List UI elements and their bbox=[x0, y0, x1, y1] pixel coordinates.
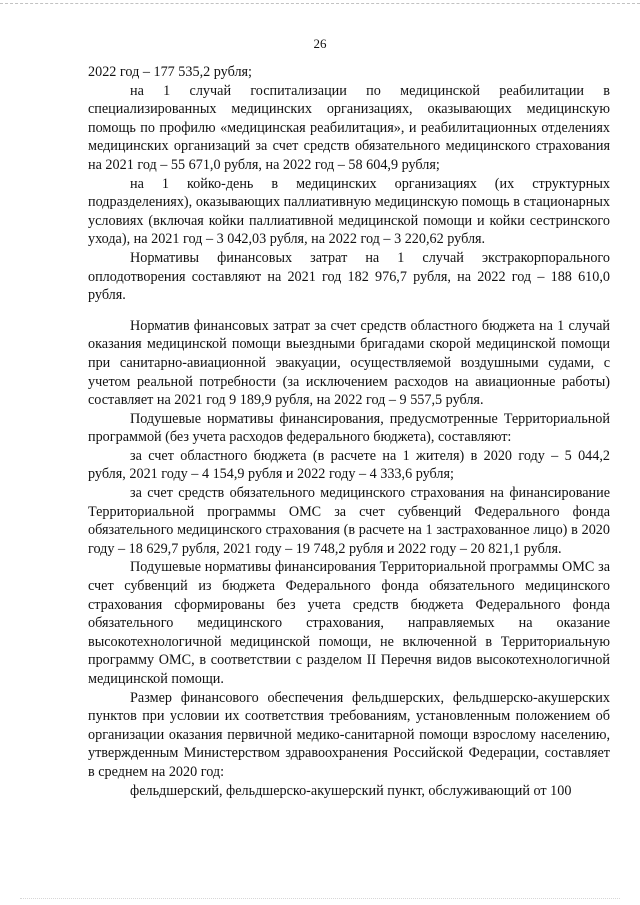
paragraph: за счет средств обязательного медицинского страхования на финансирование Территориальной программы ОМС за счет субвенций Федерального фонда обязательного медицинского страхования (в расчете на 1 застрахованное лицо) в 2020 году – 18 629,7 рубля, 2021 году – 19 748,2 рубля и 2022 году – 20 821,1 рубля. bbox=[88, 485, 610, 557]
paragraph: Нормативы финансовых затрат на 1 случай экстракорпорального оплодотворения составляют на 2021 год 182 976,7 рубля, на 2022 год – 188 610,0 рубля. bbox=[88, 249, 610, 304]
page-number: 26 bbox=[313, 36, 327, 51]
paragraph: 2022 год – 177 535,2 рубля; bbox=[88, 64, 253, 80]
document-body bbox=[88, 63, 610, 800]
paragraph: фельдшерский, фельдшерско-акушерский пункт, обслуживающий от 100 bbox=[130, 782, 572, 799]
scan-bottom-edge bbox=[20, 898, 620, 899]
paragraph: Размер финансового обеспечения фельдшерских, фельдшерско-акушерских пунктов при условии их соответствия требованиям, установленным положением об организации оказания первичной медико-санитарной помощи взрослому населению, утвержденным Министерством здравоохранения Российской Федерации, составляет в среднем на 2020 год: bbox=[88, 689, 610, 780]
paragraph: на 1 случай госпитализации по медицинской реабилитации в специализированных медицинских организациях, оказывающих медицинскую помощь по профилю «медицинская реабилитация», и реабилитационных отделениях медицинских организаций за счет средств обязательного медицинского страхования на 2021 год – 55 671,0 рубля, на 2022 год – 58 604,9 рубля; bbox=[88, 82, 610, 173]
paragraph: Подушевые нормативы финансирования Территориальной программы ОМС за счет субвенций из бюджета Федерального фонда обязательного медицинского страхования сформированы без учета средств бюджета Федерального фонда обязательного медицинского страхования, направляемых на оказание высокотехнологичной медицинской помощи, не включенной в Территориальную программу ОМС, в соответствии с разделом II Перечня видов высокотехнологичной медицинской помощи. bbox=[88, 559, 610, 687]
paragraph: Норматив финансовых затрат за счет средств областного бюджета на 1 случай оказания медицинской помощи выездными бригадами скорой медицинской помощи при санитарно-авиационной эвакуации, осуществляемой воздушными судами, с учетом реальной потребности (за исключением расходов на авиационные работы) составляет на 2021 год 9 189,9 рубля, на 2022 год – 9 557,5 рубля. bbox=[88, 317, 610, 409]
scan-top-edge bbox=[0, 3, 640, 4]
paragraph: за счет областного бюджета (в расчете на 1 жителя) в 2020 году – 5 044,2 рубля, 2021 году – 4 154,9 рубля и 2022 году – 4 333,6 рубля; bbox=[88, 447, 610, 483]
paragraph: Подушевые нормативы финансирования, предусмотренные Территориальной программой (без учета расходов федерального бюджета), составляют: bbox=[88, 410, 610, 446]
paragraph: на 1 койко-день в медицинских организациях (их структурных подразделениях), оказывающих паллиативную медицинскую помощь в стационарных условиях (включая койки паллиативной медицинской помощи и койки сестринского ухода), на 2021 год – 3 042,03 рубля, на 2022 год – 3 220,62 рубля. bbox=[88, 175, 610, 248]
